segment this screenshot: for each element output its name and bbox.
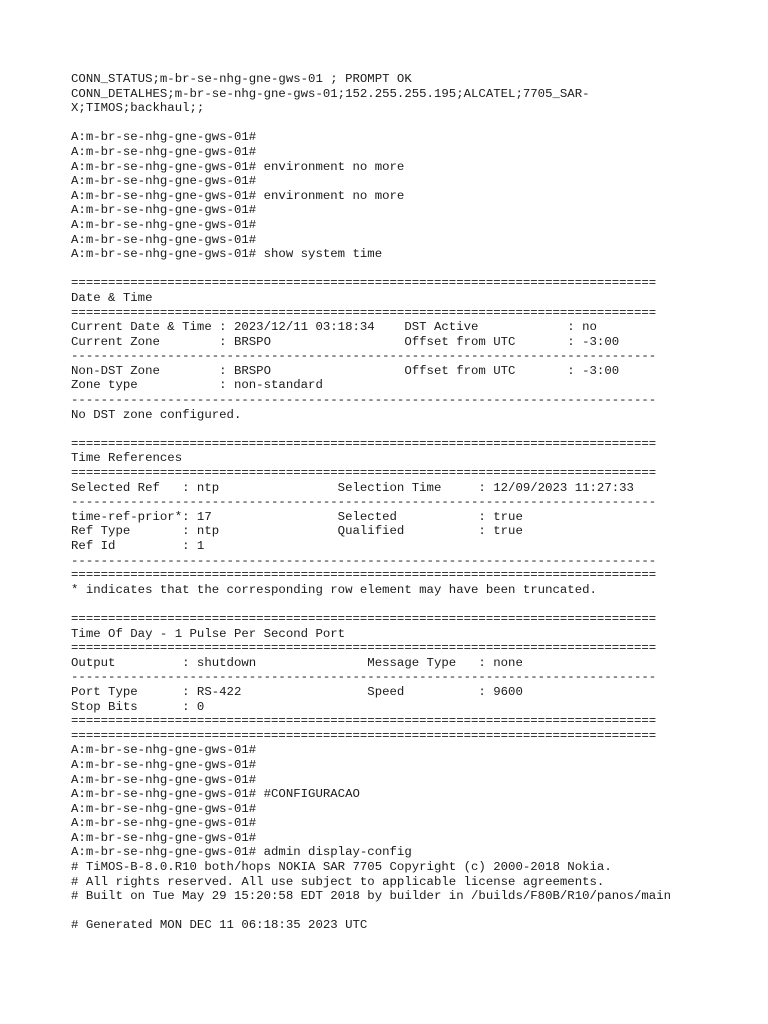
log-line: Ref Id : 1 — [71, 539, 205, 553]
log-line — [71, 422, 761, 437]
log-line: A:m-br-se-nhg-gne-gws-01# — [71, 757, 257, 772]
log-line: A:m-br-se-nhg-gne-gws-01# #CONFIGURACAO — [71, 787, 360, 802]
log-line: ------------------------------------------------------------------------------- — [71, 670, 657, 685]
log-line: A:m-br-se-nhg-gne-gws-01# — [71, 743, 257, 758]
log-line: ------------------------------------------------------------------------------- — [71, 393, 657, 408]
log-line: # Built on Tue May 29 15:20:58 EDT 2018 by builder in /builds/F80B/R10/panos/main — [71, 889, 672, 904]
log-line: A:m-br-se-nhg-gne-gws-01# environment no more — [71, 159, 405, 174]
log-line: A:m-br-se-nhg-gne-gws-01# show system time — [71, 247, 383, 262]
log-line: A:m-br-se-nhg-gne-gws-01# — [71, 801, 257, 816]
log-line: A:m-br-se-nhg-gne-gws-01# — [71, 203, 257, 218]
log-line: CONN_DETALHES;m-br-se-nhg-gne-gws-01;152.255.255.195;ALCATEL;7705_SAR- — [71, 86, 590, 101]
log-line: Port Type : RS-422 Speed : 9600 — [71, 684, 523, 699]
log-line: * indicates that the corresponding row element may have been truncated. — [71, 582, 597, 597]
log-line: A:m-br-se-nhg-gne-gws-01# — [71, 130, 257, 145]
log-line: No DST zone configured. — [71, 407, 242, 422]
log-line: # All rights reserved. All use subject to applicable license agreements. — [71, 874, 605, 889]
log-line: A:m-br-se-nhg-gne-gws-01# — [71, 830, 257, 845]
log-line: =============================================================================== — [71, 466, 657, 481]
log-line: X;TIMOS;backhaul;; — [71, 101, 205, 116]
log-line: A:m-br-se-nhg-gne-gws-01# — [71, 816, 257, 831]
log-line: =============================================================================== — [71, 305, 657, 320]
log-line: =============================================================================== — [71, 728, 657, 743]
log-line — [71, 116, 761, 131]
log-line: time-ref-prior*: 17 Selected : true — [71, 509, 523, 524]
log-line — [71, 597, 761, 612]
log-line: =============================================================================== — [71, 714, 657, 729]
terminal-log-page — [71, 72, 761, 933]
log-line: =============================================================================== — [71, 611, 657, 626]
log-line: Stop Bits : 0 — [71, 699, 205, 714]
log-line: ------------------------------------------------------------------------------- — [71, 349, 657, 364]
log-line — [71, 904, 761, 919]
log-line: # TiMOS-B-8.0.R10 both/hops NOKIA SAR 7705 Copyright (c) 2000-2018 Nokia. — [71, 860, 612, 875]
log-line — [71, 262, 761, 277]
log-line: A:m-br-se-nhg-gne-gws-01# — [71, 144, 257, 159]
log-line: Non-DST Zone : BRSPO Offset from UTC : -3:00 — [71, 363, 620, 378]
log-line: A:m-br-se-nhg-gne-gws-01# — [71, 174, 257, 189]
log-line: ------------------------------------------------------------------------------- — [71, 495, 657, 510]
log-line: A:m-br-se-nhg-gne-gws-01# environment no more — [71, 188, 405, 203]
log-line: =============================================================================== — [71, 276, 657, 291]
log-line: Zone type : non-standard — [71, 378, 323, 393]
log-line: A:m-br-se-nhg-gne-gws-01# admin display-config — [71, 845, 412, 860]
log-line: =============================================================================== — [71, 641, 657, 656]
log-line: A:m-br-se-nhg-gne-gws-01# — [71, 217, 257, 232]
log-line: Ref Type : ntp Qualified : true — [71, 524, 523, 539]
log-line: Time References — [71, 451, 183, 466]
log-line: Current Zone : BRSPO Offset from UTC : -3:00 — [71, 334, 620, 349]
log-line: Selected Ref : ntp Selection Time : 12/09/2023 11:27:33 — [71, 480, 634, 495]
log-line: CONN_STATUS;m-br-se-nhg-gne-gws-01 ; PROMPT OK — [71, 72, 412, 86]
log-line: # Generated MON DEC 11 06:18:35 2023 UTC — [71, 918, 368, 933]
log-line: Output : shutdown Message Type : none — [71, 655, 523, 670]
log-line: A:m-br-se-nhg-gne-gws-01# — [71, 232, 257, 247]
log-line: =============================================================================== — [71, 436, 657, 451]
log-line: A:m-br-se-nhg-gne-gws-01# — [71, 772, 257, 787]
log-line: =============================================================================== — [71, 568, 657, 583]
log-line: ------------------------------------------------------------------------------- — [71, 553, 657, 568]
log-line: Current Date & Time : 2023/12/11 03:18:34 DST Active : no — [71, 320, 597, 335]
log-line: Date & Time — [71, 290, 153, 305]
log-line: Time Of Day - 1 Pulse Per Second Port — [71, 626, 346, 641]
